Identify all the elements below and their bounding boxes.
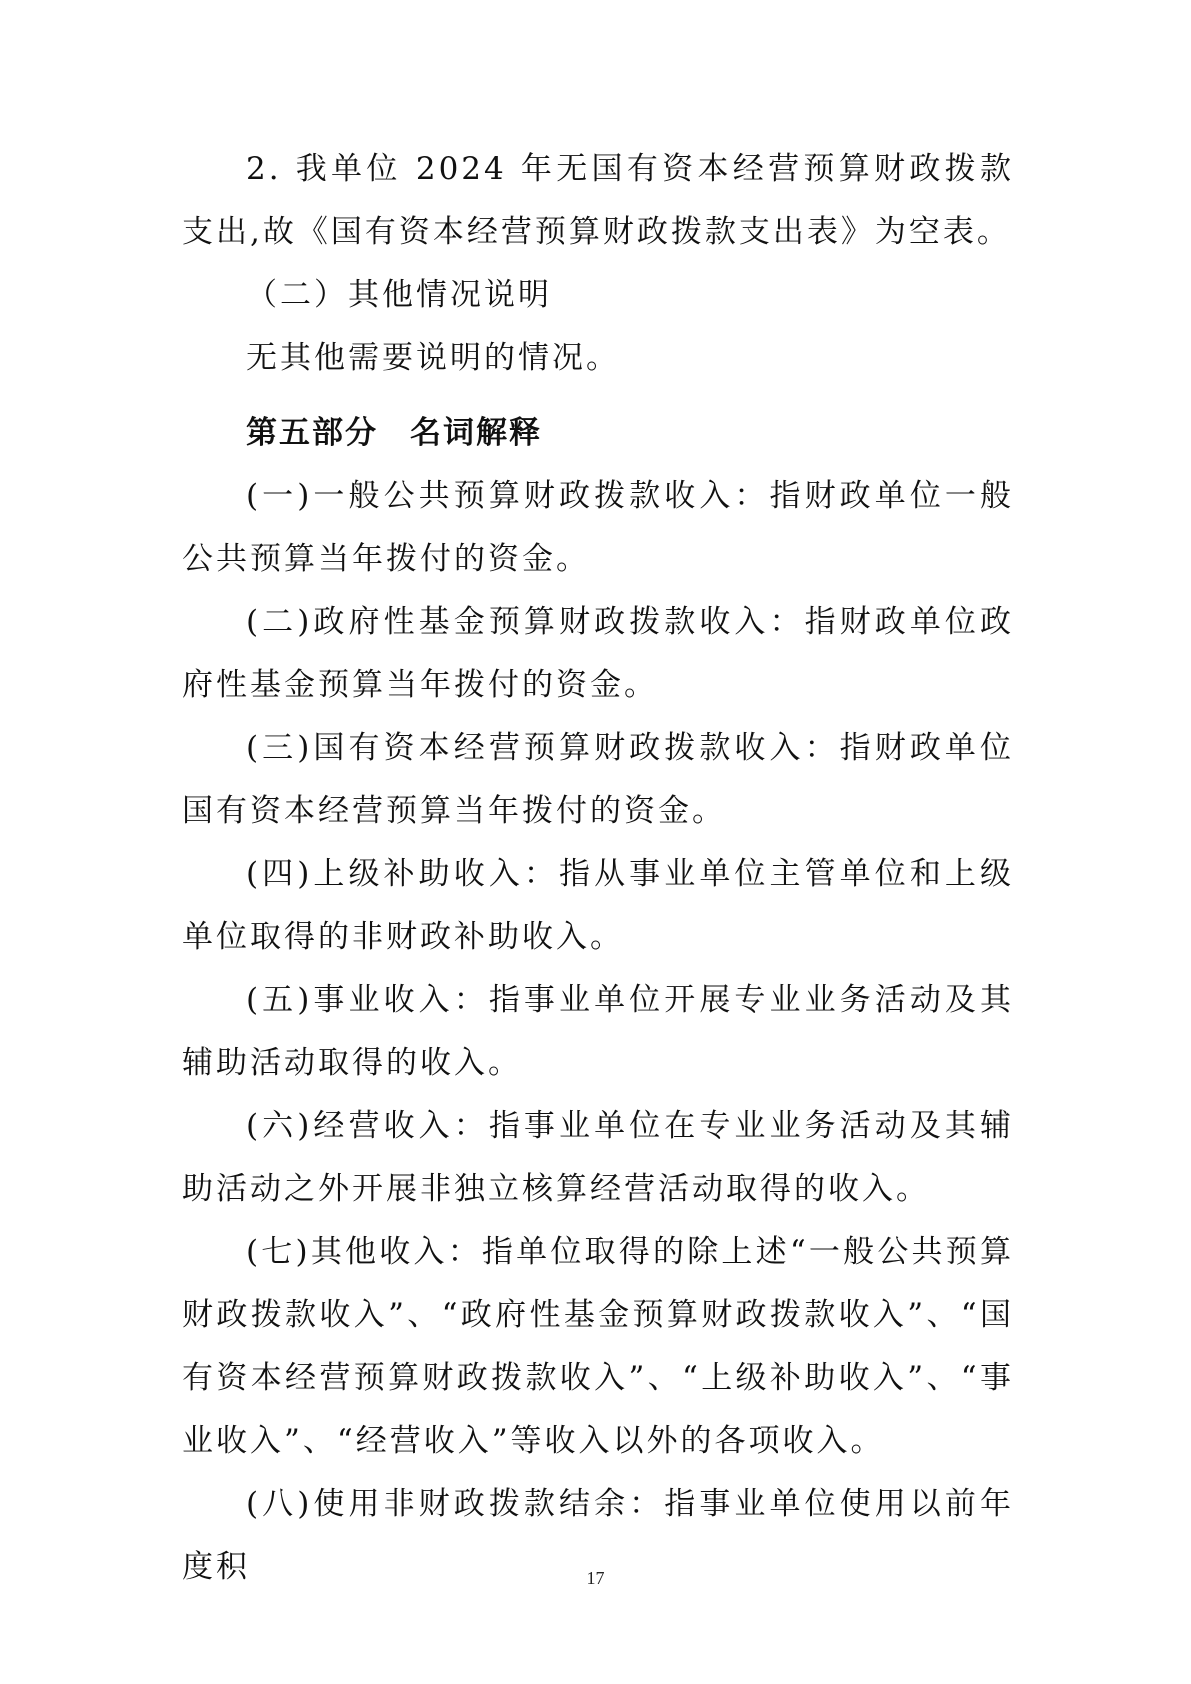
- definition-item-1: (一)一般公共预算财政拨款收入：指财政单位一般公共预算当年拨付的资金。: [182, 478, 1014, 577]
- definition-item-8: (八)使用非财政拨款结余：指事业单位使用以前年度积: [182, 1486, 1014, 1585]
- page-number: 17: [586, 1568, 605, 1588]
- definition-item-3: (三)国有资本经营预算财政拨款收入：指财政单位国有资本经营预算当年拨付的资金。: [182, 730, 1014, 829]
- section-heading: [182, 402, 1014, 465]
- page-content: [182, 138, 1014, 1599]
- definition-item-6: (六)经营收入：指事业单位在专业业务活动及其辅助活动之外开展非独立核算经营活动取得的收入。: [182, 1108, 1014, 1207]
- definition-item-2: (二)政府性基金预算财政拨款收入：指财政单位政府性基金预算当年拨付的资金。: [182, 604, 1014, 703]
- paragraph-state-capital-note: 2. 我单位 2024 年无国有资本经营预算财政拨款支出,故《国有资本经营预算财政拨款支出表》为空表。: [182, 151, 1014, 250]
- definition-item-7: (七)其他收入：指单位取得的除上述“一般公共预算财政拨款收入”、“政府性基金预算财政拨款收入”、“国有资本经营预算财政拨款收入”、“上级补助收入”、“事业收入”、“经营收入”等收入以外的各项收入。: [182, 1234, 1014, 1459]
- section-heading-title: 名词解释: [410, 415, 542, 451]
- definition-item-4: (四)上级补助收入：指从事业单位主管单位和上级单位取得的非财政补助收入。: [182, 856, 1014, 955]
- subsection-heading-other-notes: （二）其他情况说明: [246, 277, 552, 313]
- paragraph-no-other-notes: 无其他需要说明的情况。: [246, 340, 620, 376]
- section-heading-part: 第五部分: [246, 415, 378, 451]
- definition-item-5: (五)事业收入：指事业单位开展专业业务活动及其辅助活动取得的收入。: [182, 982, 1014, 1081]
